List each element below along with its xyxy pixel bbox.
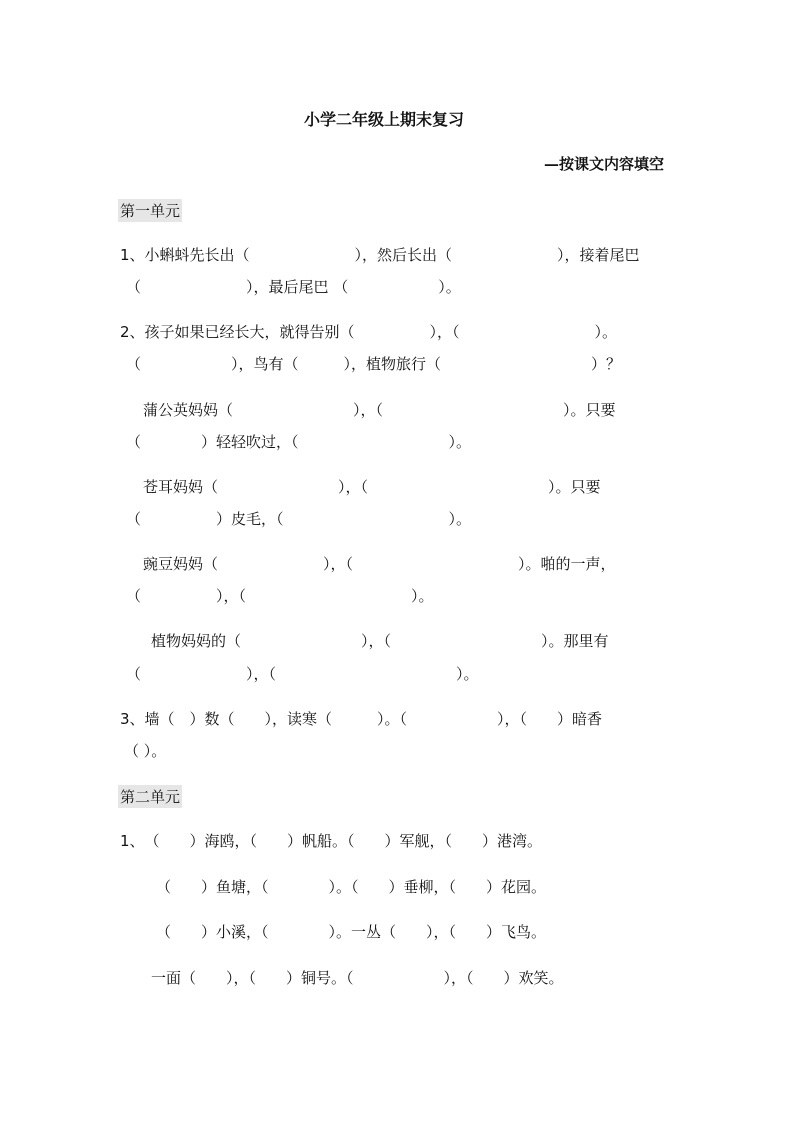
text-line: （ ），鸟有（ ），植物旅行（ ）？: [126, 355, 622, 373]
text-line: 1、小蝌蚪先长出（ ），然后长出（ ），接着尾巴: [120, 246, 640, 264]
page-title: 小学二年级上期末复习: [304, 110, 465, 129]
text-line: （ ）小溪，（ ）。一丛（ ），（ ）飞鸟。: [156, 923, 547, 941]
text-line: 1、 （ ）海鸥，（ ）帆船。（ ）军舰，（ ）港湾。: [120, 832, 543, 850]
text-line: 苍耳妈妈（ ），（ ）。只要: [143, 478, 601, 496]
text-line: （ ），（ ）。: [126, 587, 434, 605]
text-line: （ ）。: [124, 742, 167, 760]
text-line: （ ），（ ）。: [126, 665, 479, 683]
text-line: 蒲公英妈妈（ ），（ ）。只要: [143, 401, 616, 419]
text-line: 2、孩子如果已经长大，就得告别（ ），（ ）。: [120, 323, 618, 341]
unit-heading-2: 第二单元: [118, 785, 182, 808]
text-line: （ ），最后尾巴 （ ）。: [126, 278, 461, 296]
text-line: 3、墙（ ）数（ ），读寒（ ）。（ ），（ ）暗香: [120, 710, 603, 728]
text-line: 一面（ ），（ ）铜号。（ ），（ ）欢笑。: [151, 969, 564, 987]
page-subtitle: —按课文内容填空: [544, 155, 665, 173]
text-line: （ ）鱼塘，（ ）。（ ）垂柳，（ ）花园。: [156, 878, 547, 896]
text-line: 植物妈妈的（ ），（ ）。那里有: [151, 632, 609, 650]
text-line: （ ）皮毛，（ ）。: [126, 510, 472, 528]
text-line: 豌豆妈妈（ ），（ ）。啪的一声，: [143, 555, 616, 573]
unit-heading-1: 第一单元: [118, 199, 182, 222]
text-line: （ ）轻轻吹过，（ ）。: [126, 433, 472, 451]
